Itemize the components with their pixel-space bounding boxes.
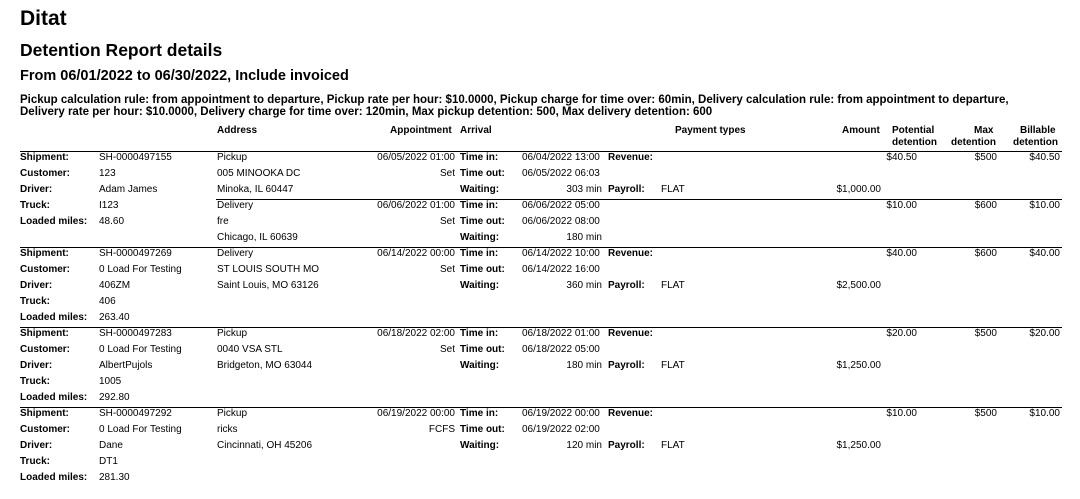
customer-value: 123 [99,168,116,179]
payroll-type: FLAT [661,360,685,371]
stop-type: Delivery [217,200,254,211]
appointment-time: 06/19/2022 00:00 [377,408,455,419]
potential-detention-value: $10.00 [886,408,917,419]
label-shipment: Shipment: [20,248,69,259]
appointment-type: Set [439,168,455,179]
label-truck: Truck: [20,376,51,387]
time-in-value: 06/14/2022 10:00 [522,248,600,259]
appointment-type: Set [439,344,455,355]
label-payroll: Payroll: [608,440,645,451]
label-loaded-miles: Loaded miles: [20,216,88,227]
label-waiting: Waiting: [460,280,500,291]
label-shipment: Shipment: [20,152,69,163]
label-waiting: Waiting: [460,440,500,451]
report-title: Detention Report details [20,40,223,60]
driver-value: Dane [99,440,123,451]
waiting-value: 180 min [566,232,602,243]
label-time-in: Time in: [460,328,499,339]
potential-detention-value: $40.00 [886,248,917,259]
stop-city: Minoka, IL 60447 [217,184,294,195]
label-shipment: Shipment: [20,408,69,419]
time-in-value: 06/06/2022 05:00 [522,200,600,211]
label-truck: Truck: [20,296,51,307]
payroll-amount: $1,250.00 [836,440,881,451]
label-time-in: Time in: [460,408,499,419]
truck-value: DT1 [99,456,118,467]
stop-type: Pickup [217,152,248,163]
truck-value: I123 [99,200,119,211]
waiting-value: 180 min [566,360,602,371]
label-waiting: Waiting: [460,184,500,195]
label-payroll: Payroll: [608,360,645,371]
label-revenue: Revenue: [608,248,654,259]
label-truck: Truck: [20,456,51,467]
col-billable-detention-1: Billable [1020,125,1056,136]
appointment-time: 06/05/2022 01:00 [377,152,455,163]
label-customer: Customer: [20,264,71,275]
shipment-value: SH-0000497155 [99,152,172,163]
label-driver: Driver: [20,360,53,371]
time-in-value: 06/19/2022 00:00 [522,408,600,419]
label-revenue: Revenue: [608,152,654,163]
label-payroll: Payroll: [608,184,645,195]
label-time-in: Time in: [460,248,499,259]
label-customer: Customer: [20,344,71,355]
row-separator [216,199,1062,200]
label-shipment: Shipment: [20,328,69,339]
stop-type: Pickup [217,408,248,419]
max-detention-value: $500 [974,328,997,339]
stop-location: ST LOUIS SOUTH MO [217,264,320,275]
loaded-miles-value: 263.40 [99,312,130,323]
label-waiting: Waiting: [460,360,500,371]
label-payroll: Payroll: [608,280,645,291]
customer-value: 0 Load For Testing [99,424,182,435]
col-billable-detention-2: detention [1013,137,1058,148]
label-loaded-miles: Loaded miles: [20,392,88,403]
label-driver: Driver: [20,184,53,195]
label-time-out: Time out: [460,168,505,179]
max-detention-value: $500 [974,408,997,419]
waiting-value: 120 min [566,440,602,451]
label-time-in: Time in: [460,200,499,211]
truck-value: 406 [99,296,116,307]
appointment-type: Set [439,264,455,275]
stop-city: Bridgeton, MO 63044 [217,360,313,371]
label-waiting: Waiting: [460,232,500,243]
col-amount: Amount [842,125,880,136]
waiting-value: 360 min [566,280,602,291]
max-detention-value: $600 [974,248,997,259]
stop-city: Cincinnati, OH 45206 [217,440,313,451]
payroll-type: FLAT [661,184,685,195]
appointment-time: 06/14/2022 00:00 [377,248,455,259]
stop-type: Pickup [217,328,248,339]
appointment-type: Set [439,216,455,227]
loaded-miles-value: 48.60 [99,216,125,227]
time-in-value: 06/04/2022 13:00 [522,152,600,163]
payroll-amount: $1,000.00 [836,184,881,195]
col-potential-detention-2: detention [892,137,937,148]
customer-value: 0 Load For Testing [99,344,182,355]
label-loaded-miles: Loaded miles: [20,472,88,483]
stop-type: Delivery [217,248,254,259]
col-payment-types: Payment types [675,125,746,136]
payroll-type: FLAT [661,280,685,291]
billable-detention-value: $10.00 [1029,408,1060,419]
potential-detention-value: $10.00 [886,200,917,211]
time-out-value: 06/06/2022 08:00 [522,216,600,227]
billable-detention-value: $10.00 [1029,200,1060,211]
appointment-type: FCFS [428,424,455,435]
stop-location: 0040 VSA STL [217,344,283,355]
label-driver: Driver: [20,280,53,291]
label-time-out: Time out: [460,424,505,435]
potential-detention-value: $40.50 [886,152,917,163]
col-max-detention-1: Max [974,125,994,136]
col-arrival: Arrival [460,125,492,136]
stop-location: 005 MINOOKA DC [217,168,301,179]
time-out-value: 06/14/2022 16:00 [522,264,600,275]
label-time-in: Time in: [460,152,499,163]
label-revenue: Revenue: [608,328,654,339]
calculation-rules-line-1: Pickup calculation rule: from appointment to departure, Pickup rate per hour: $10.0000, Pickup charge for time over: 60min, Delivery calculation rule: from appointment to departure, [20,94,1009,106]
potential-detention-value: $20.00 [886,328,917,339]
col-address: Address [217,125,258,136]
stop-city: Saint Louis, MO 63126 [217,280,319,291]
calculation-rules-line-2: Delivery rate per hour: $10.0000, Delivery charge for time over: 120min, Max pickup detention: 500, Max delivery detention: 600 [20,106,713,118]
shipment-value: SH-0000497269 [99,248,172,259]
label-driver: Driver: [20,440,53,451]
shipment-value: SH-0000497283 [99,328,172,339]
billable-detention-value: $40.00 [1029,248,1060,259]
label-truck: Truck: [20,200,51,211]
col-appointment: Appointment [390,125,452,136]
date-range: From 06/01/2022 to 06/30/2022, Include invoiced [20,68,349,84]
time-out-value: 06/18/2022 05:00 [522,344,600,355]
time-in-value: 06/18/2022 01:00 [522,328,600,339]
company-name: Ditat [20,7,67,30]
truck-value: 1005 [99,376,122,387]
driver-value: 406ZM [99,280,131,291]
label-time-out: Time out: [460,216,505,227]
payroll-type: FLAT [661,440,685,451]
max-detention-value: $500 [974,152,997,163]
time-out-value: 06/19/2022 02:00 [522,424,600,435]
max-detention-value: $600 [974,200,997,211]
loaded-miles-value: 292.80 [99,392,130,403]
col-potential-detention-1: Potential [892,125,935,136]
payroll-amount: $1,250.00 [836,360,881,371]
appointment-time: 06/06/2022 01:00 [377,200,455,211]
driver-value: AlbertPujols [99,360,153,371]
stop-location: ricks [217,424,238,435]
driver-value: Adam James [99,184,158,195]
customer-value: 0 Load For Testing [99,264,182,275]
label-time-out: Time out: [460,344,505,355]
label-loaded-miles: Loaded miles: [20,312,88,323]
loaded-miles-value: 281.30 [99,472,130,483]
payroll-amount: $2,500.00 [836,280,881,291]
label-time-out: Time out: [460,264,505,275]
waiting-value: 303 min [566,184,602,195]
col-max-detention-2: detention [951,137,996,148]
time-out-value: 06/05/2022 06:03 [522,168,600,179]
appointment-time: 06/18/2022 02:00 [377,328,455,339]
label-revenue: Revenue: [608,408,654,419]
billable-detention-value: $20.00 [1029,328,1060,339]
billable-detention-value: $40.50 [1029,152,1060,163]
label-customer: Customer: [20,424,71,435]
stop-city: Chicago, IL 60639 [217,232,298,243]
stop-location: fre [217,216,229,227]
label-customer: Customer: [20,168,71,179]
shipment-value: SH-0000497292 [99,408,172,419]
